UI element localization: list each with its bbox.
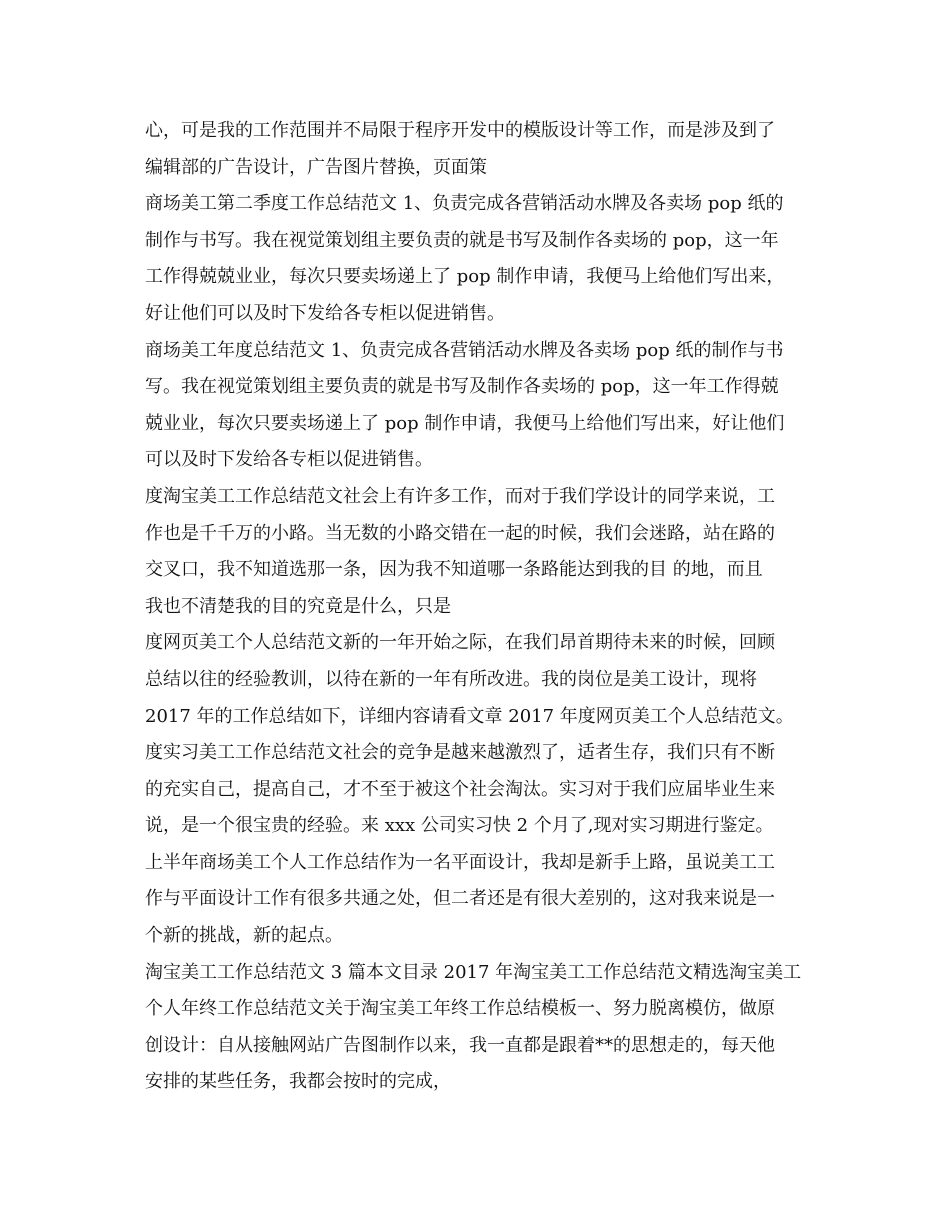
text-line: 兢业业，每次只要卖场递上了 pop 制作申请，我便马上给他们写出来，好让他们 (145, 412, 785, 434)
text-line: 工作得兢兢业业，每次只要卖场递上了 pop 制作申请，我便马上给他们写出来， (145, 266, 785, 288)
text-line: 商场美工第二季度工作总结范文 1、负责完成各营销活动水牌及各卖场 pop 纸的 (145, 193, 784, 215)
paragraph (145, 186, 810, 332)
text-line: 交叉口，我不知道选那一条，因为我不知道哪一条路能达到我的目 的地，而且 (145, 559, 763, 581)
text-line: 制作与书写。我在视觉策划组主要负责的就是书写及制作各卖场的 pop，这一年 (145, 229, 779, 251)
text-line: 作也是千千万的小路。当无数的小路交错在一起的时候，我们会迷路，站在路的 (145, 522, 775, 544)
text-line: 总结以往的经验教训，以待在新的一年有所改进。我的岗位是美工设计，现将 (145, 668, 757, 690)
paragraph (145, 333, 810, 479)
text-line: 度实习美工工作总结范文社会的竞争是越来越激烈了，适者生存，我们只有不断 (145, 742, 775, 764)
text-line: 的充实自己，提高自己，才不至于被这个社会淘汰。实习对于我们应届毕业生来 (145, 778, 775, 800)
text-line: 度淘宝美工工作总结范文社会上有许多工作，而对于我们学设计的同学来说，工 (145, 485, 775, 507)
text-line: 编辑部的广告设计，广告图片替换，页面策 (145, 156, 487, 178)
text-line: 心，可是我的工作范围并不局限于程序开发中的模版设计等工作，而是涉及到了 (145, 120, 775, 141)
document-body (145, 113, 810, 1101)
text-line: 可以及时下发给各专柜以促进销售。 (145, 449, 433, 471)
text-line: 作与平面设计工作有很多共通之处，但二者还是有很大差别的，这对我来说是一 (145, 888, 775, 910)
text-line: 我也不清楚我的目的究竟是什么，只是 (145, 595, 451, 617)
paragraph (145, 113, 810, 186)
text-line: 写。我在视觉策划组主要负责的就是书写及制作各卖场的 pop，这一年工作得兢 (145, 376, 779, 398)
paragraph (145, 955, 810, 1101)
text-line: 2017 年的工作总结如下，详细内容请看文章 2017 年度网页美工个人总结范文。 (145, 705, 794, 727)
paragraph (145, 479, 810, 625)
text-line: 创设计：自从接触网站广告图制作以来，我一直都是跟着**的思想走的，每天他 (145, 1034, 775, 1056)
text-line: 个新的挑战，新的起点。 (145, 925, 343, 947)
text-line: 好让他们可以及时下发给各专柜以促进销售。 (145, 302, 505, 324)
paragraph (145, 735, 810, 845)
text-line: 说，是一个很宝贵的经验。来 xxx 公司实习快 2 个月了,现对实习期进行鉴定。 (145, 815, 774, 837)
text-line: 安排的某些任务，我都会按时的完成， (145, 1071, 451, 1093)
paragraph (145, 845, 810, 955)
paragraph (145, 625, 810, 735)
text-line: 淘宝美工工作总结范文 3 篇本文目录 2017 年淘宝美工工作总结范文精选淘宝美工 (145, 961, 802, 983)
text-line: 度网页美工个人总结范文新的一年开始之际，在我们昂首期待未来的时候，回顾 (145, 632, 775, 654)
text-line: 上半年商场美工个人工作总结作为一名平面设计，我却是新手上路，虽说美工工 (145, 851, 775, 873)
text-line: 个人年终工作总结范文关于淘宝美工年终工作总结模板一、努力脱离模仿，做原 (145, 998, 775, 1020)
text-line: 商场美工年度总结范文 1、负责完成各营销活动水牌及各卖场 pop 纸的制作与书 (145, 339, 784, 361)
